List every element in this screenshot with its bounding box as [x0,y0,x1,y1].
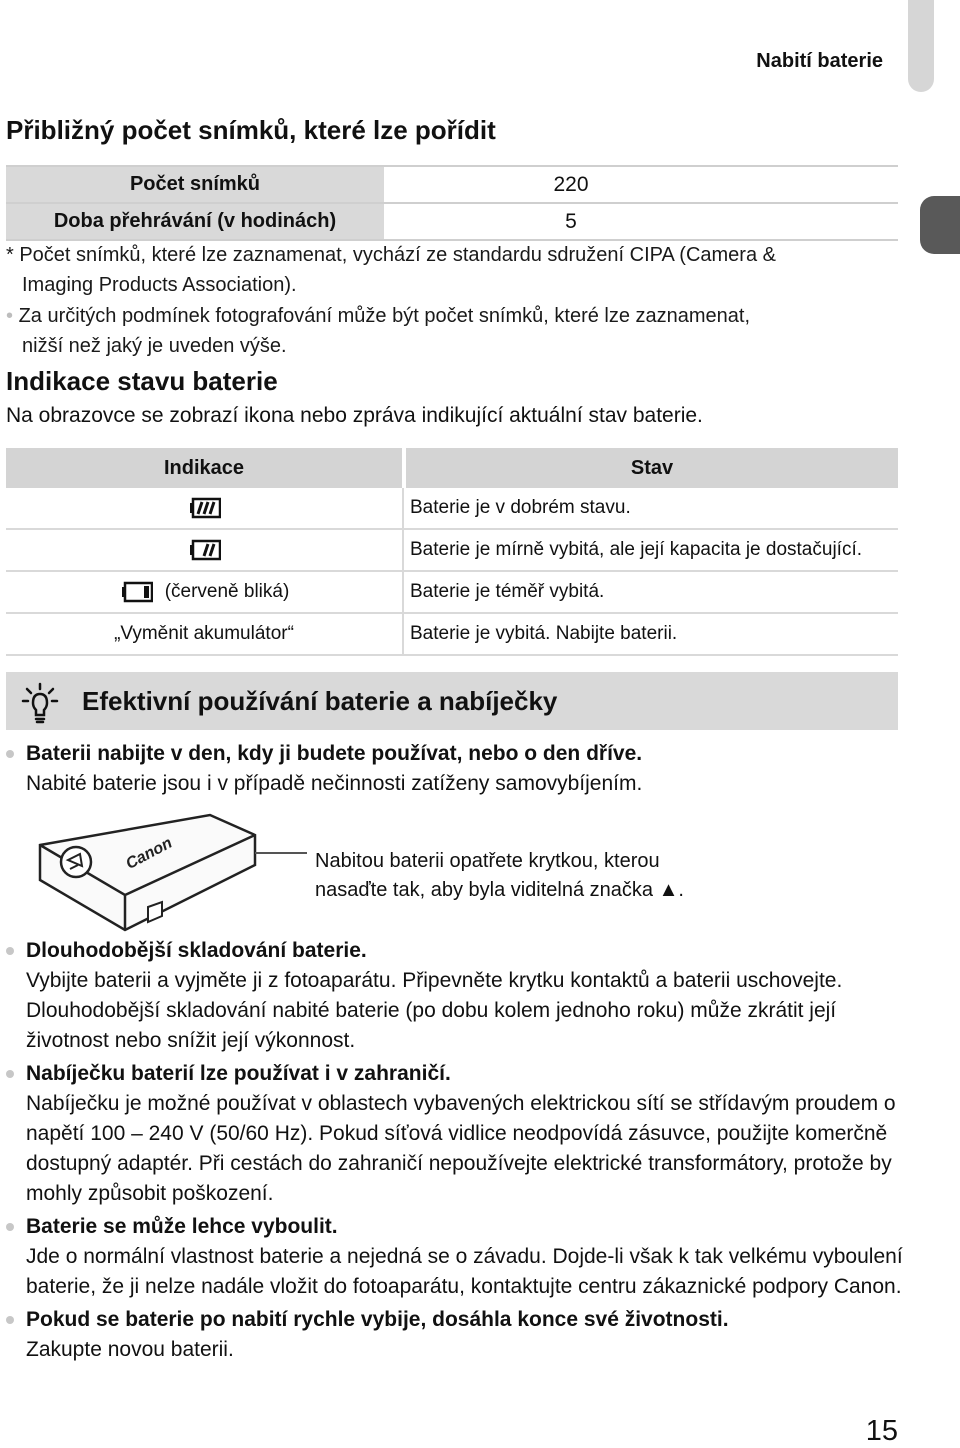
table-row [6,530,898,572]
cipa-note-line2: Imaging Products Association). [22,274,297,296]
canon-logo: Canon [123,834,176,873]
indication-cell [6,614,404,654]
indication-text: „Vyměnit akumulátor“ [114,623,294,644]
tip-list-item [6,936,906,1056]
tip-list-item [6,1305,906,1365]
shots-table-row [6,202,898,241]
bullet-icon [6,1070,14,1078]
conditions-note [6,301,750,361]
indicator-section-title: Indikace stavu baterie [6,366,278,396]
illustration-caption [315,847,684,905]
status-cell: Baterie je téměř vybitá. [410,581,605,602]
tip-item-heading: Baterii nabijte v den, kdy ji budete používat, nebo o den dříve. [26,742,643,765]
tip-list-item [6,1212,906,1302]
tip-item-heading: Dlouhodobější skladování baterie. [26,939,367,962]
indicator-intro: Na obrazovce se zobrazí ikona nebo zpráva indikující aktuální stav baterie. [6,404,703,427]
shots-table [6,165,898,241]
indicator-table-header [6,448,898,488]
tip-list [6,936,906,1365]
bullet-icon [6,947,14,955]
page-header-title: Nabití baterie [756,50,883,72]
col-status-header: Stav [630,456,674,479]
caption-line2: nasaďte tak, aby byla viditelná značka ▲. [315,879,684,901]
conditions-note-line2: nižší než jaký je uveden výše. [22,335,287,357]
indication-cell [6,572,404,612]
status-cell: Baterie je mírně vybitá, ale její kapacita je dostačující. [410,539,863,560]
status-cell: Baterie je vybitá. Nabijte baterii. [410,623,678,644]
side-tab-top [908,0,934,92]
tip-item-text: Vybijte baterii a vyjměte ji z fotoaparátu. Připevněte krytku kontaktů a baterii uschovejte. Dlouhodobější skladování nabité baterie (po dobu kolem jednoho roku) může zkrátit její životnost nebo snížit její výkonnost. [26,969,843,1052]
bullet-icon [6,1316,14,1324]
indication-cell [6,488,404,528]
indication-text: (červeně bliká) [164,581,290,602]
indicator-table [6,448,898,656]
battery-full-icon [187,497,221,519]
chapter-tab [920,196,960,254]
bullet-icon [6,1223,14,1231]
table-row [6,572,898,614]
shots-row-label: Počet snímků [6,167,384,202]
lightbulb-icon [20,680,60,724]
tip-title: Efektivní používání baterie a nabíječky [82,686,558,716]
conditions-note-line1: Za určitých podmínek fotografování může být počet snímků, které lze zaznamenat, [18,305,751,327]
tip-item-heading: Pokud se baterie po nabití rychle vybije, dosáhla konce své životnosti. [26,1308,729,1331]
caption-line1: Nabitou baterii opatřete krytkou, kterou [315,850,660,872]
table-row [6,488,898,530]
col-indication-header: Indikace [6,448,406,488]
tip-item-text: Nabité baterie jsou i v případě nečinnosti zatíženy samovybíjením. [26,772,643,795]
shots-row-value: 220 [553,172,589,196]
tip-item-text: Jde o normální vlastnost baterie a nejedná se o závadu. Dojde-li však k tak velkému vyboulení baterie, že ji nelze nadále vložit do fotoaparátu, kontaktujte centru zákaznické podpory Canon. [26,1245,903,1298]
battery-low-icon [119,581,153,603]
shots-section-title: Přibližný počet snímků, které lze pořídit [6,115,496,145]
page-number: 15 [865,1415,898,1447]
tip-item-heading: Nabíječku baterií lze používat i v zahraničí. [26,1062,451,1085]
tip-list-item [6,739,906,799]
tip-list-item [6,1059,906,1209]
cipa-note [6,240,776,300]
battery-cover-illustration [30,810,320,940]
table-row [6,614,898,656]
indication-cell [6,530,404,570]
shots-table-row [6,165,898,202]
status-cell: Baterie je v dobrém stavu. [410,497,631,518]
tip-item-heading: Baterie se může lehce vyboulit. [26,1215,338,1238]
shots-row-label: Doba přehrávání (v hodinách) [6,204,384,239]
tip-item-text: Zakupte novou baterii. [26,1338,234,1361]
shots-row-value: 5 [565,209,577,233]
cipa-note-line1: * Počet snímků, které lze zaznamenat, vychází ze standardu sdružení CIPA (Camera & [6,244,776,266]
tip-item-text: Nabíječku je možné používat v oblastech vybavených elektrickou sítí se střídavým proudem o napětí 100 – 240 V (50/60 Hz). Pokud síťová vidlice neodpovídá zásuvce, použijte komerčně dostupný adaptér. Při cestách do zahraničí nepoužívejte elektrické transformátory, protože by mohly způsobit poškození. [26,1092,896,1205]
bullet-icon [6,750,14,758]
callout-line [255,852,307,854]
bullet-icon: • [6,305,14,327]
battery-two-thirds-icon [187,539,221,561]
